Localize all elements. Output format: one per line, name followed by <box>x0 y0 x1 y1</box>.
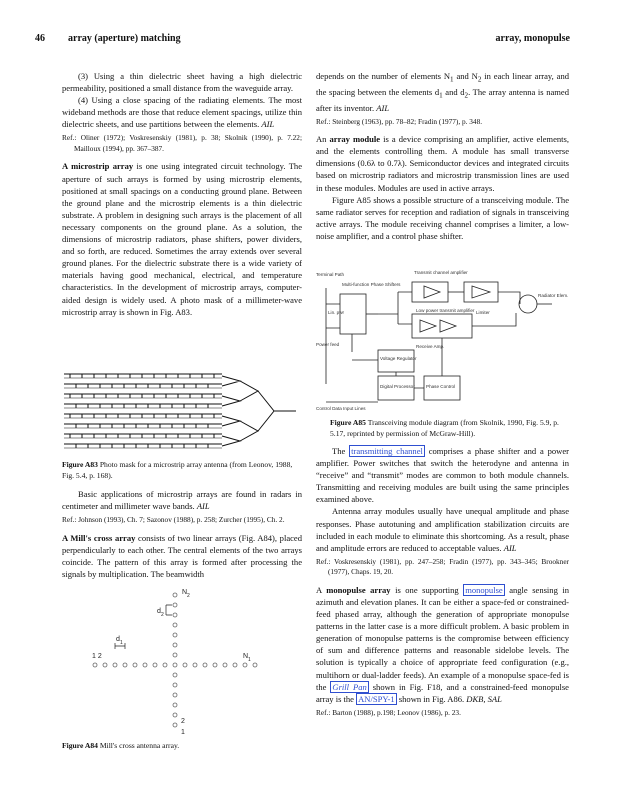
svg-text:1: 1 <box>120 640 123 646</box>
reference-voskresenskiy: Ref.: Voskresenskiy (1981), pp. 247–258; Fradin (1977), pp. 343–345; Brookner (1977), Chaps. 19, 20. <box>316 556 569 577</box>
svg-text:Limiter: Limiter <box>476 310 490 315</box>
paragraph-close-spacing: (4) Using a close spacing of the radiating elements. The most wideband methods are those that reduce element spacings, utilize thin dielectric sheets, and use partitions between the elements. AIL <box>62 95 302 130</box>
svg-text:Digital Processor: Digital Processor <box>380 384 415 389</box>
svg-text:d: d <box>157 608 161 615</box>
paragraph-figure-a85: Figure A85 shows a possible structure of a transceiving module. The same radiator serves for reception and radiation of signals in transceiving active arrays. The module receiving channel comprises a limiter, a low-noise amplifier, and a control phase shifter. <box>316 194 569 241</box>
reference-steinberg: Ref.: Steinberg (1963), pp. 78–82; Fradin (1977), p. 348. <box>316 116 483 126</box>
left-column-bottom <box>62 488 302 580</box>
paragraph-microstrip-array: A microstrip array is one using integrated circuit technology. The aperture of such arrays is formed by using microstrip elements, positioned at small spacings on a conducting ground plane. Between the ground plane and the microstrip elements is a thin dielectric substrate. A problem in designing such arrays is the placement of all necessary components on the ground plane. As a solution, the dimensions of microstrip radiators, phase shifters, power dividers, and so forth, are reduced. Sometimes the array extends over several ground planes. For the dielectric substrate there is a wide variety of materials having good mechanical, electrical, and temperature characteristics. In the development of microstrip arrays, computer-aided design is widely used. A photo mask of a millimeter-wave microstrip array is shown in Fig. A83. <box>62 161 302 317</box>
paragraph-monopulse-array: A monopulse array is one supporting monopulse angle sensing in azimuth and elevation planes. It can be either a space-fed or constrained-feed phased array, although the generation of appropriate monopulse patterns in the latter case is a more difficult problem. A basic problem in generation of monopulse patterns is the compromise between efficiency of sum and difference patterns and reasonable sidelobe levels. The solution is typically a choice of appropriate feed configuration (e.g., multihorn or dual-ladder feeds). An example of a monopulse space-fed is the Grill Pan shown in Fig. F18, and a constrained-feed monopulse array is the AN/SPY-1 shown in Fig. A86. DKB, SAL <box>316 584 570 704</box>
svg-text:Voltage Regulator: Voltage Regulator <box>380 356 417 361</box>
svg-text:N: N <box>243 653 249 660</box>
figure-a83-photo-mask <box>62 370 297 452</box>
svg-text:1: 1 <box>248 657 251 663</box>
paragraph-array-module: An array module is a device comprising an amplifier, active elements, and the elements controlling them. A module has small transverse dimensions (0.6λ to 0.7λ). Semiconductor devices and integrated circuits based on microstrip radiators and microstrip transmission lines are used in these modules. Modules are used in active arrays. <box>316 134 569 193</box>
svg-text:Radiator Elem.: Radiator Elem. <box>538 293 569 298</box>
reference-johnson: Ref.: Johnson (1993), Ch. 7; Sazonov (1988), p. 258; Zurcher (1995), Ch. 2. <box>62 515 285 525</box>
right-column-bottom <box>316 445 569 724</box>
page-number: 46 <box>35 33 45 44</box>
paragraph-mills-cross: A Mill's cross array consists of two linear arrays (Fig. A84), placed perpendicularly to each other. The central elements of the two arrays coincide. The pattern of this array is formed after processing the signals by multiplication. The beamwidth <box>62 532 302 579</box>
reference-oliner: Ref.: Oliner (1972); Voskresenskiy (1981), p. 38; Skolnik (1990), p. 7.22; Mailloux (1994), pp. 367–387. <box>62 133 302 153</box>
right-column-top <box>316 70 569 242</box>
svg-text:2: 2 <box>187 593 190 599</box>
figure-a84-mills-cross <box>80 585 295 740</box>
right-running-title: array, monopulse <box>495 33 570 44</box>
left-column-top <box>62 70 302 318</box>
figure-a83-caption: Figure A83 Photo mask for a microstrip array antenna (from Leonov, 1988, Fig. 5.4, p. 168). <box>62 460 293 480</box>
left-running-title: array (aperture) matching <box>68 33 181 44</box>
svg-text:Power feed: Power feed <box>316 342 340 347</box>
svg-text:Phase Control: Phase Control <box>426 384 456 389</box>
link-an-spy-1[interactable]: AN/SPY-1 <box>358 693 395 704</box>
svg-text:Transmit channel amplifier: Transmit channel amplifier <box>414 270 468 275</box>
paragraph-beamwidth-depends: depends on the number of elements $N_1$ and $N_2$ in each linear array, and the spacing between the elements $d_1$ and $d_2$. The array antenna is named after its inventor. AIL <box>316 71 570 113</box>
paragraph-basic-applications: Basic applications of microstrip arrays are found in radars in centimeter and millimeter wave bands. AIL <box>62 489 302 512</box>
link-transmitting-channel[interactable]: transmitting channel <box>351 446 423 456</box>
svg-text:2: 2 <box>181 718 185 725</box>
svg-text:Receive Amp.: Receive Amp. <box>416 344 445 349</box>
svg-text:d: d <box>116 636 120 643</box>
svg-text:Multi-function Phase Shifters: Multi-function Phase Shifters <box>342 282 401 287</box>
link-grill-pan[interactable]: Grill Pan <box>332 681 367 692</box>
svg-text:1: 1 <box>181 729 185 736</box>
reference-barton: Ref.: Barton (1988), p.198; Leonov (1986), p. 23. <box>316 707 461 717</box>
paragraph-transmitting-channel: The transmitting channel comprises a phase shifter and a power amplifier. Power switches that switch the heterodyne and antenna in “receive” and “transmit” modes are common to both module channels. Transmitting and receiving modules are built using the same principles examined above. <box>316 446 569 505</box>
svg-text:N: N <box>182 589 188 596</box>
svg-text:Low power transmit amplifier: Low power transmit amplifier <box>416 308 475 313</box>
svg-text:Terminal Path: Terminal Path <box>316 272 345 277</box>
svg-text:Control Data Input Lines: Control Data Input Lines <box>316 406 366 411</box>
paragraph-dielectric-sheet: (3) Using a thin dielectric sheet having a high dielectric permeability, positioned a small distance from the waveguide array. <box>62 71 302 94</box>
svg-text:Lin. pwr: Lin. pwr <box>328 310 345 315</box>
figure-a84-caption: Figure A84 Mill's cross antenna array. <box>62 741 180 750</box>
figure-a85-module-diagram <box>316 264 569 416</box>
figure-a85-caption: Figure A85 Transceiving module diagram (from Skolnik, 1990, Fig. 5.9, p. 5.17, reprinted by permission of McGraw-Hill). <box>330 418 559 438</box>
paragraph-phase-autotuning: Antenna array modules usually have unequal amplitude and phase responses. Phase autotuning and amplification stabilization circuits are included in each module to eliminate this shortcoming. As a result, phase and amplitude errors are reduced to acceptable values. AIL <box>316 506 569 553</box>
svg-text:1 2: 1 2 <box>92 653 102 660</box>
svg-text:2: 2 <box>161 612 164 618</box>
link-monopulse[interactable]: monopulse <box>465 584 503 595</box>
